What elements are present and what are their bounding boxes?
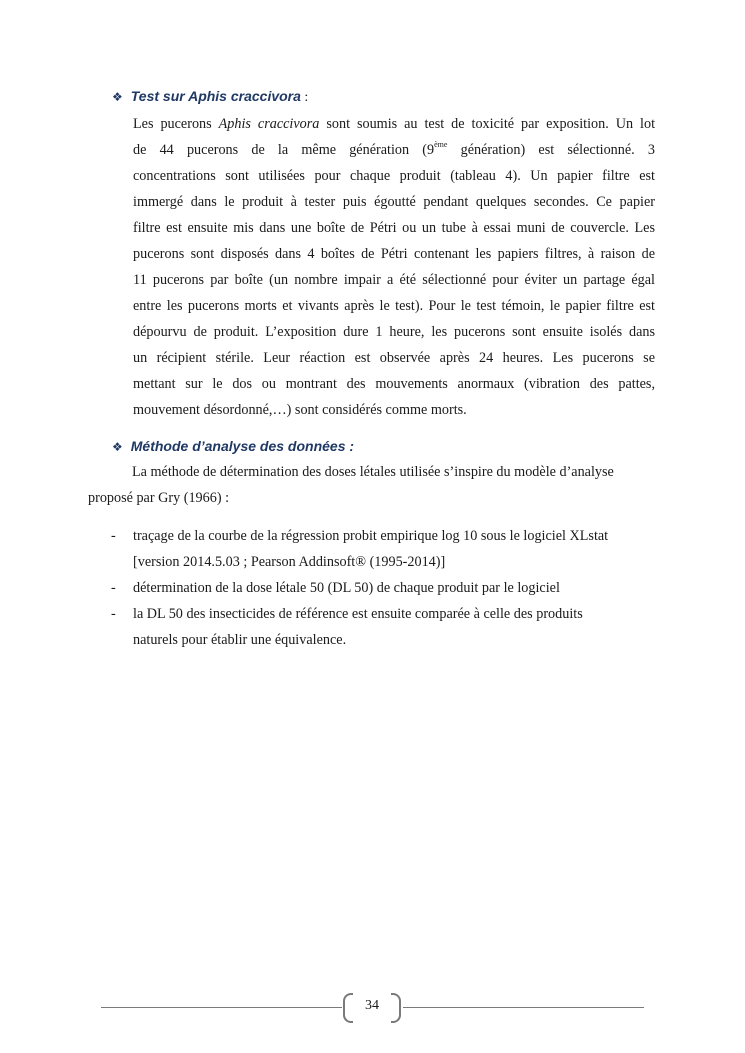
- paragraph-line: un récipient stérile. Leur réaction est observée après 24 heures. Les pucerons se: [133, 350, 655, 366]
- methode-intro: [88, 459, 648, 511]
- paragraph-line: pucerons sont disposés dans 4 boîtes de Pétri contenant les papiers filtres, à raison de: [133, 246, 655, 262]
- page-number: 34: [365, 998, 379, 1013]
- paragraph-line: de 44 pucerons de la même génération (9ème génération) est sélectionné. 3: [133, 140, 655, 158]
- paragraph-line: 11 pucerons par boîte (un nombre impair a été sélectionné pour éviter un partage égal: [133, 272, 655, 288]
- dash-bullet: -: [111, 606, 116, 622]
- test-paragraph: [133, 111, 655, 423]
- right-bracket-icon: [391, 993, 401, 1023]
- list-item: [108, 601, 668, 653]
- paragraph-line: mouvement désordonné,…) sont considérés comme morts.: [133, 402, 467, 418]
- list-item-line: détermination de la dose létale 50 (DL 50) de chaque produit par le logiciel: [133, 580, 560, 596]
- paragraph-line: mettant sur le dos ou montrant des mouvements anormaux (vibration des pattes,: [133, 376, 655, 392]
- list-item: [108, 523, 668, 575]
- left-bracket-icon: [343, 993, 353, 1023]
- dash-bullet: -: [111, 580, 116, 596]
- footer-rule-left: [101, 1007, 342, 1008]
- methode-list: [108, 523, 668, 653]
- diamond-bullet-icon: ❖: [112, 440, 123, 454]
- paragraph-line: immergé dans le produit à tester puis égoutté pendant quelques secondes. Ce papier: [133, 194, 655, 210]
- list-item-line: naturels pour établir une équivalence.: [133, 632, 347, 648]
- list-item: [108, 575, 668, 601]
- paragraph-line: filtre est ensuite mis dans une boîte de Pétri ou un tube à essai muni de couvercle. Les: [133, 220, 655, 236]
- intro-line: La méthode de détermination des doses létales utilisée s’inspire du modèle d’analyse: [132, 464, 614, 480]
- intro-line: proposé par Gry (1966) :: [88, 490, 230, 506]
- paragraph-line: dépourvu de produit. L’exposition dure 1 heure, les pucerons sont ensuite isolés dans: [133, 324, 655, 340]
- list-item-line: traçage de la courbe de la régression probit empirique log 10 sous le logiciel XLstat: [133, 528, 609, 544]
- list-item-line: la DL 50 des insecticides de référence est ensuite comparée à celle des produits: [133, 606, 583, 622]
- dash-bullet: -: [111, 528, 116, 544]
- paragraph-line: entre les pucerons morts et vivants après le test). Pour le test témoin, le papier filtre est: [133, 298, 655, 314]
- paragraph-line: Les pucerons Aphis craccivora sont soumis au test de toxicité par exposition. Un lot: [133, 116, 656, 132]
- section-title-colon: :: [300, 90, 309, 105]
- section-heading-methode: [112, 438, 354, 455]
- section-title: Méthode d’analyse des données :: [130, 438, 355, 454]
- footer-rule-right: [403, 1007, 644, 1008]
- page-footer: [0, 990, 745, 1024]
- list-item-line: [version 2014.5.03 ; Pearson Addinsoft® (1995-2014)]: [133, 554, 446, 570]
- section-title: Test sur Aphis craccivora: [130, 88, 301, 104]
- section-heading-test: [112, 88, 308, 106]
- paragraph-line: concentrations sont utilisées pour chaque produit (tableau 4). Un papier filtre est: [133, 168, 655, 184]
- diamond-bullet-icon: ❖: [112, 90, 123, 104]
